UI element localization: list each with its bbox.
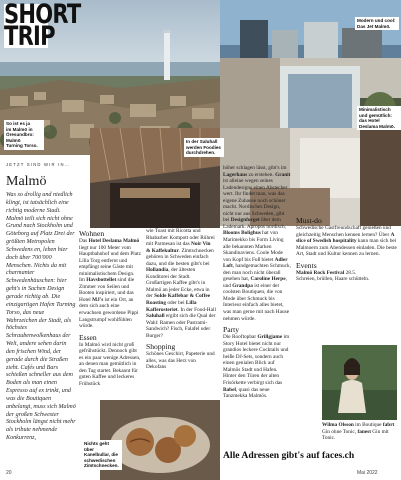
heading-shopping: Shopping bbox=[146, 342, 176, 352]
masthead bbox=[4, 0, 81, 52]
addresses-footline: Alle Adressen gibt's auf faces.ch bbox=[223, 450, 355, 461]
issue-date: Mai 2022 bbox=[357, 470, 378, 476]
caption-hotel: Minimalistisch und gemütlich: das Hotel Deslama Malmö. bbox=[357, 106, 401, 130]
paragraph-essen: In Malmö wird nicht groß gefrühstückt. Dennoch gibt es ein paar wenige Adressen, an denen man gemütlich in den Tag startet. Bekannt für guten Kaffee und leckeres Frühstück bbox=[79, 341, 141, 387]
paragraph-events: Malmö Rock Festival 28.5. Schreien, brüllen, Haare schütteln. bbox=[296, 269, 370, 283]
paragraph-portrait: Wilma Olsson im Boutique fabrt Gin ohne Tonic, fanest Gin mit Tonic. bbox=[322, 422, 395, 442]
heading-wohnen: Wohnen bbox=[79, 229, 105, 238]
heading-party: Party bbox=[223, 325, 240, 335]
column-must-do bbox=[296, 215, 399, 283]
paragraph-party: Die Rooftopbar Grillgjame im Story Hotel bietet nicht nur grandios leckere Cocktails und heiße DJ-Sets, sondern auch einen genialen Blick auf Malmös Stadt und Hafen. Hinter den Türen der alten Frisörkette verbirgt sich das Babel, quasi das neue Tanzmekka Malmös. bbox=[223, 334, 290, 400]
caption-market: In der Saluhall werden Foodies durchdrehen. bbox=[184, 138, 224, 157]
city-title: Malmö bbox=[6, 174, 47, 189]
paragraph-essen-cont: wie Toast mit Ricotta und Rhabarber Kompott oder Rührei mit Parmesan ist das Noir Vin & Kaffekultur. Zimtschnecken gehören in Schweden einfach dazu, und die besten gibt's bei Hollandia, der ältesten Konditorei der Stadt. Großartigen Kaffee gibt's in Malmö an jeder Ecke, etwa in der Solde Kaffebar & Coffee Roasting oder bei Lilla Kafferosteriet. In der Food-Hall Saluhall ergibt sich die Qual der Wahl: Ramen oder Pastrami-Sandwich? Fisch, Falafel oder Burger? bbox=[146, 228, 216, 339]
paragraph-shopping-cont: höher schlagen lässt, gibt's im Lagerhaus zu erstehen. Granit ist alleine wegen seines Ladendesigns einen Abstecher wert. Ihr findet man, was das eigene Zuhause noch schöner macht. Nordisches Design, nicht nur aus Schweden, gibt bei Designforget über dem Lademark. Apropos nordisch, Blooms Bolighus hat von Marimekko bis Form Living alle bekannten Marken Skandinaviens. Coole Mode von Kopf bis Fuß bietet Adler Loft, handgemachten Schmuck, den man noch nicht überall gesehen hat, Caroline Herpe, und Grandpa ist einer der coolsten Boutiquen, die von Mode über Schmuck bis Interieur einfach alles bietet, was man gerne mit nach Hause nehmen würde. bbox=[223, 165, 291, 322]
paragraph-wohnen: Das Hotel Deslama Malmö liegt nur 100 Meter vom Hauptbahnhof und dem Platz Lilla Torg entfernt und empfängt seine Gäste mit minimalistischem Design. Im Havsbottellet sind die Zimmer von Seilen und Booten inspiriert, und das Hotel MJ's ist ein Ort, an dem sich auch eine erwachsen gewordene Pippi Langstrumpf wohlfühlen würde. bbox=[79, 238, 141, 330]
paragraph-shopping: Schönes Geschirr, Papeterie und alles, was das Herz von Dekofans bbox=[146, 351, 215, 371]
column-essen-cont bbox=[146, 228, 216, 371]
page-number: 20 bbox=[6, 470, 12, 476]
caption-tower: So ist es ja im Malmö in Öresundbro: Malmö Turning Torso. bbox=[4, 120, 44, 150]
caption-harbour: Modern und cool: Das Jet Malmö. bbox=[355, 17, 399, 30]
lead-paragraph: Was so drollig und niedlich klingt, ist tatsächlich eine richtig moderne Stadt. Malmö teilt sich nicht ohne Grund nach Stockholm und Göteborg auf Platz Drei der größten Metropolen Schwedens en, leben hier doch über 700'000 Menschen. Nichts da mit charmanter Schwedenhäuschen: hier geht's in Sachen Design gerade richtig ab. Die einzigartigen Hafen Turning Torso, das neue Wahrzeichen der Stadt, als höchstes Schraubenwolkenhaus der Welt, andere sehen darin den frischen Wind, der gerade durch die Straßen zieht. Cafés und Bars schießen schneller aus dem Boden als man einen Espresso auf ex trinkt, und was die Boutiquen anbelangt, muss sich Malmö der großen Schwester Stockholm längst nicht mehr als tribute nehmende Konkurrenz, bbox=[6, 192, 76, 442]
column-wohnen bbox=[79, 228, 141, 387]
portrait-caption-block bbox=[322, 422, 397, 442]
heading-events: Events bbox=[296, 260, 317, 270]
heading-must-do: Must-do bbox=[296, 216, 322, 225]
caption-pastry: Nichts geht über Kanelbullar, die schwedischen Zimtschnecken. bbox=[82, 440, 122, 470]
kicker: JETZT SIND WIR IN… bbox=[6, 162, 71, 167]
portrait-photo bbox=[322, 345, 397, 420]
column-party bbox=[223, 165, 291, 400]
masthead-line-2: TRIP bbox=[4, 21, 55, 52]
masthead-line-1: SHORT bbox=[4, 0, 81, 30]
paragraph-must-do: Schwedische Gastfreundschaft genießen und gleichzeitig Menschen kennen lernen? Über A slice of Swedish hospitality kann man sich bei Malmoern zum Abendessen einladen. Die beste Art, Stadt und Kultur kennen zu lernen. bbox=[296, 225, 397, 258]
heading-essen: Essen bbox=[79, 332, 97, 342]
